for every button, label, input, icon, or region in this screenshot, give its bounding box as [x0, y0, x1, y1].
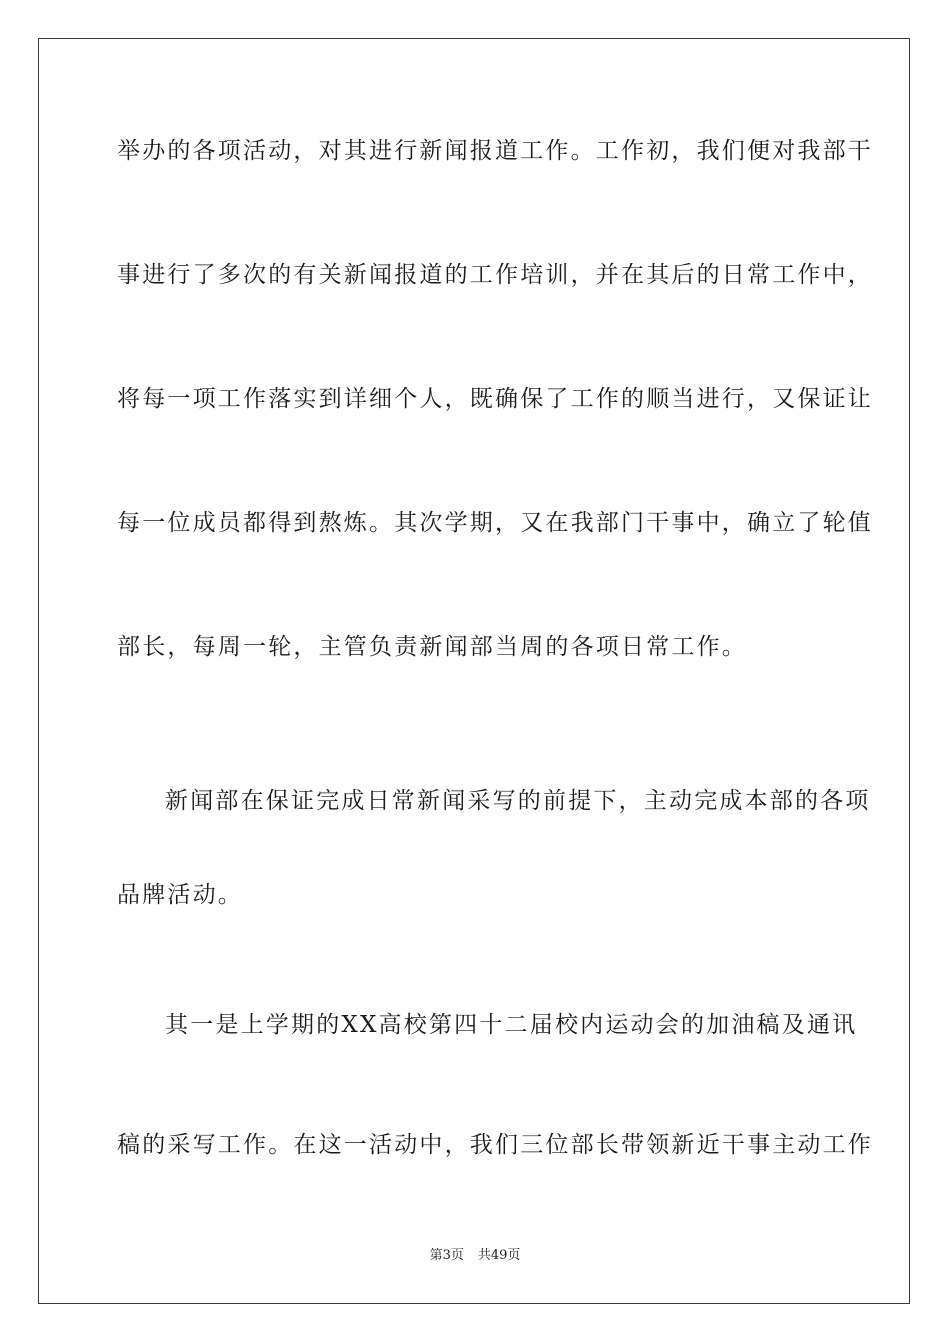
paragraph-first-line: 新闻部在保证完成日常新闻采写的前提下，主动完成本部的各项 — [165, 788, 871, 814]
body-text-line: 每一位成员都得到熬炼。其次学期，又在我部门干事中，确立了轮值 — [117, 510, 873, 536]
body-text-line: 品牌活动。 — [117, 882, 243, 908]
page-total: 共49页 — [477, 1248, 521, 1263]
body-text-line: 举办的各项活动，对其进行新闻报道工作。工作初，我们便对我部干 — [117, 138, 873, 164]
body-text-line: 稿的采写工作。在这一活动中，我们三位部长带领新近干事主动工作 — [117, 1132, 873, 1158]
page-border — [38, 38, 910, 1304]
body-text-line: 将每一项工作落实到详细个人，既确保了工作的顺当进行，又保证让 — [117, 386, 873, 412]
page-footer — [0, 1247, 950, 1265]
body-text-line: 事进行了多次的有关新闻报道的工作培训，并在其后的日常工作中， — [117, 262, 873, 288]
paragraph-first-line: 其一是上学期的XX高校第四十二届校内运动会的加油稿及通讯 — [165, 1012, 858, 1038]
page-number: 第3页 — [429, 1248, 464, 1263]
body-text-line: 部长，每周一轮，主管负责新闻部当周的各项日常工作。 — [117, 634, 747, 660]
